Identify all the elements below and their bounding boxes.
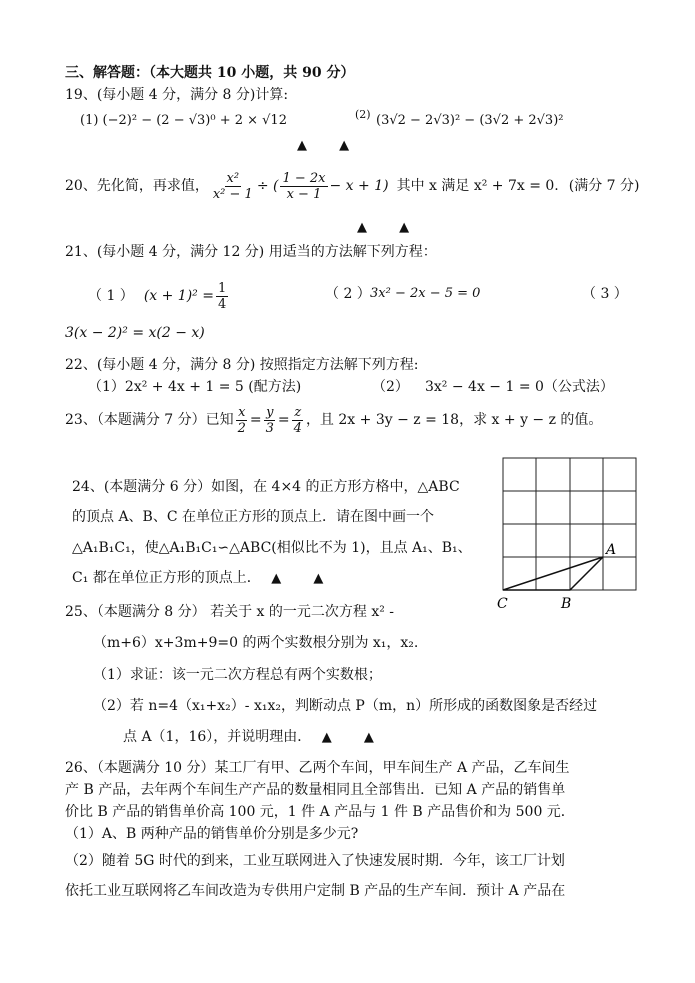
- q23-z-num: z: [294, 404, 302, 420]
- q19-heading: 19、(每小题 4 分，满分 8 分)计算:: [65, 87, 289, 103]
- q25-line-3: （1）求证：该一元二次方程总有两个实数根；: [93, 667, 382, 683]
- q20-fraction-2: [280, 171, 327, 202]
- grid-lines: [503, 458, 636, 590]
- q20-condition: 其中 x 满足 x² + 7x = 0.: [396, 178, 559, 194]
- q24-line-4-text: C₁ 都在单位正方形的顶点上．: [72, 570, 261, 586]
- q22-part1: （1）2x² + 4x + 1 = 5 (配方法): [88, 379, 302, 395]
- q23-heading: 23、（本题满分 7 分）已知: [65, 412, 234, 428]
- q21-p1-numerator: 1: [217, 280, 227, 296]
- q20-f2-numerator: 1 − 2x: [282, 170, 326, 186]
- fig-label-a: A: [606, 542, 617, 558]
- q21-p1-lhs: (x + 1)² =: [143, 288, 214, 304]
- q19-part2-label: (2): [355, 108, 371, 121]
- q24-line-3: △A₁B₁C₁，使△A₁B₁C₁∽△ABC(相似比不为 1)，且点 A₁、B₁、: [72, 540, 472, 556]
- q25-marks: ▲ ▲: [321, 730, 388, 745]
- q20-heading: 20、先化简，再求值，: [65, 178, 209, 194]
- q25-line-4: （2）若 n=4（x₁+x₂）- x₁x₂，判断动点 P（m，n）所形成的函数图象是否经过: [93, 698, 598, 714]
- q21-p1-denominator: 4: [217, 296, 227, 312]
- q21-part1: [88, 276, 230, 316]
- q23-x-num: x: [238, 404, 246, 420]
- q19-marks: ▲ ▲: [297, 138, 364, 153]
- q25-line-5-text: 点 A（1，16），并说明理由．: [123, 729, 312, 745]
- q23-z-den: 4: [293, 420, 302, 436]
- q23-fraction-y: [264, 405, 276, 436]
- q25-line-2: （m+6）x+3m+9=0 的两个实数根分别为 x₁，x₂.: [93, 635, 419, 651]
- q20-f1-numerator: x²: [226, 170, 240, 186]
- q26-line-5: （2）随着 5G 时代的到来，工业互联网进入了快速发展时期．今年，该工厂计划: [65, 853, 565, 869]
- q19-part2: (3√2 − 2√3)² − (3√2 + 2√3)²: [376, 113, 564, 128]
- q24-line-2: 的顶点 A、B、C 在单位正方形的顶点上．请在图中画一个: [72, 509, 435, 525]
- q19-part1: (1) (−2)² − (2 − √3)⁰ + 2 × √12: [80, 113, 287, 128]
- q22-part2: 3x² − 4x − 1 = 0（公式法）: [425, 379, 614, 395]
- fig-label-b: B: [561, 596, 572, 612]
- q21-part2: 3x² − 2x − 5 = 0: [370, 286, 481, 301]
- q26-line-4: （1）A、B 两种产品的销售单价分别是多少元?: [65, 826, 359, 842]
- q23-y-num: y: [266, 404, 274, 420]
- q20-marks: ▲ ▲: [357, 220, 424, 235]
- q23-x-den: 2: [237, 420, 246, 436]
- q25-line-1: 25、（本题满分 8 分） 若关于 x 的一元二次方程 x² -: [65, 604, 395, 620]
- q20-line: [65, 166, 640, 206]
- q21-heading: 21、(每小题 4 分，满分 12 分) 用适当的方法解下列方程：: [65, 244, 437, 260]
- q24-line-4: [72, 569, 337, 588]
- q23-line: 23、（本题满分 7 分）已知 $\frac{x}{2}$ = $\frac{y}{3}$ = $\frac{z}{4}$ ，且 2x + 3y − z = 18，求 x + y − z 的值。: [65, 404, 603, 436]
- q23-fraction-z: [292, 405, 304, 436]
- q21-part3: 3(x − 2)² = x(2 − x): [65, 325, 205, 341]
- q20-tail: − x + 1): [329, 178, 389, 194]
- q24-grid-figure: [495, 455, 645, 615]
- triangle-abc: [503, 557, 603, 590]
- q26-line-6: 依托工业互联网将乙车间改造为专供用户定制 B 产品的生产车间．预计 A 产品在: [65, 883, 566, 899]
- q25-line-5: [123, 728, 388, 747]
- q24-marks: ▲ ▲: [271, 571, 338, 586]
- q23-fraction-x: [236, 405, 248, 436]
- q20-score: (满分 7 分): [568, 178, 640, 194]
- section-title: 三、解答题：（本大题共 10 小题，共 90 分）: [65, 65, 355, 81]
- q21-p1-fraction: [216, 281, 228, 312]
- q22-heading: 22、(每小题 4 分，满分 8 分) 按照指定方法解下列方程:: [65, 357, 419, 373]
- q26-line-3: 价比 B 产品的销售单价高 100 元，1 件 A 产品与 1 件 B 产品售价和为 500 元．: [65, 804, 575, 820]
- q23-y-den: 3: [265, 420, 274, 436]
- q21-p3-label: （ 3 ）: [582, 286, 628, 302]
- fig-label-c: C: [497, 596, 508, 612]
- q21-p1-label: （ 1 ）: [88, 288, 134, 304]
- q20-f2-denominator: x − 1: [286, 186, 322, 202]
- q20-divide: ÷ (: [256, 178, 279, 194]
- q20-f1-denominator: x² − 1: [212, 186, 253, 202]
- q20-fraction-1: [211, 171, 255, 202]
- q26-line-1: 26、（本题满分 10 分）某工厂有甲、乙两个车间，甲车间生产 A 产品，乙车间生: [65, 760, 570, 776]
- q21-p2-label: （ 2 ）: [325, 286, 371, 302]
- q24-line-1: 24、(本题满分 6 分）如图，在 4×4 的正方形方格中，△ABC: [72, 479, 460, 495]
- q23-tail: ，且 2x + 3y − z = 18，求 x + y − z 的值。: [305, 412, 603, 428]
- q22-p2-label: （2）: [372, 379, 409, 395]
- q26-line-2: 产 B 产品，去年两个车间生产产品的数量相同且全部售出．已知 A 产品的销售单: [65, 782, 566, 798]
